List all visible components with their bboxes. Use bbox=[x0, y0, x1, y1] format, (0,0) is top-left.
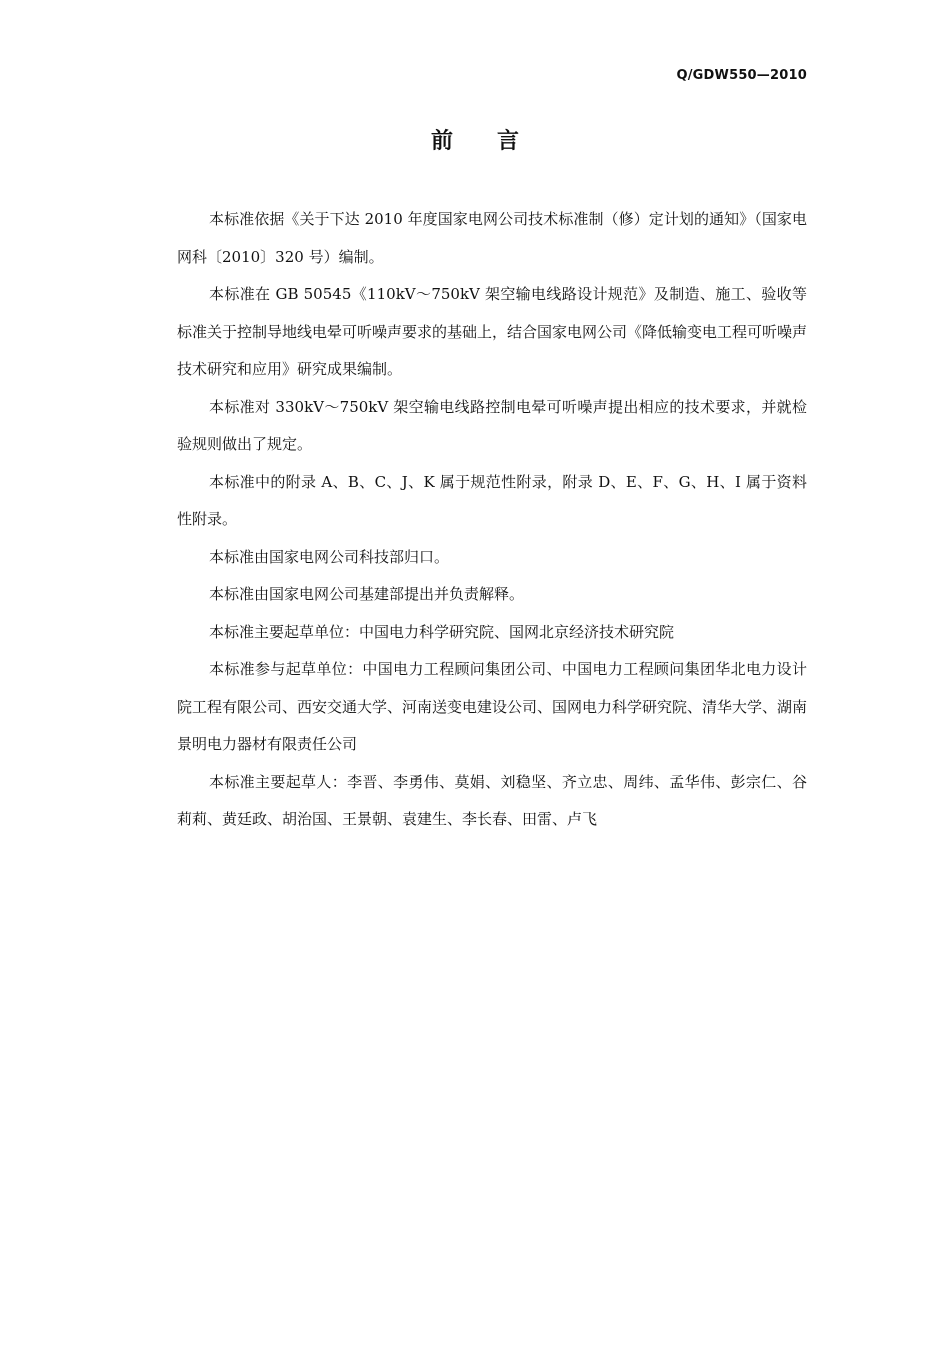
document-code: Q/GDW550—2010 bbox=[676, 68, 807, 83]
paragraph-foundation: 本标准在 GB 50545《110kV～750kV 架空输电线路设计规范》及制造、施工、验收等标准关于控制导地线电晕可听噪声要求的基础上，结合国家电网公司《降低输变电工程可听噪声技术研究和应用》研究成果编制。 bbox=[177, 285, 808, 378]
paragraph-centralized: 本标准由国家电网公司科技部归口。 bbox=[209, 547, 450, 566]
paragraph-requirements: 本标准对 330kV～750kV 架空输电线路控制电晕可听噪声提出相应的技术要求，并就检验规则做出了规定。 bbox=[177, 397, 807, 453]
paragraph-main-drafters: 本标准主要起草人：李晋、李勇伟、莫娟、刘稳坚、齐立忠、周纬、孟华伟、彭宗仁、谷莉莉、黄廷政、胡治国、王景朝、袁建生、李长春、田雷、卢飞 bbox=[177, 772, 807, 828]
paragraph-basis: 本标准依据《关于下达 2010 年度国家电网公司技术标准制（修）定计划的通知》（国家电网科〔2010〕320 号）编制。 bbox=[177, 210, 807, 266]
paragraph-proposed: 本标准由国家电网公司基建部提出并负责解释。 bbox=[209, 585, 525, 603]
paragraph-appendices: 本标准中的附录 A、B、C、J、K 属于规范性附录，附录 D、E、F、G、H、I 属于资料性附录。 bbox=[177, 472, 807, 528]
paragraph-participating-units: 本标准参与起草单位：中国电力工程顾问集团公司、中国电力工程顾问集团华北电力设计院工程有限公司、西安交通大学、河南送变电建设公司、国网电力科学研究院、清华大学、湖南景明电力器材有限责任公司 bbox=[177, 660, 808, 753]
paragraph-main-drafting-units: 本标准主要起草单位：中国电力科学研究院、国网北京经济技术研究院 bbox=[209, 622, 675, 641]
page-title: 前言 bbox=[430, 129, 563, 154]
foreword-body bbox=[177, 201, 807, 839]
